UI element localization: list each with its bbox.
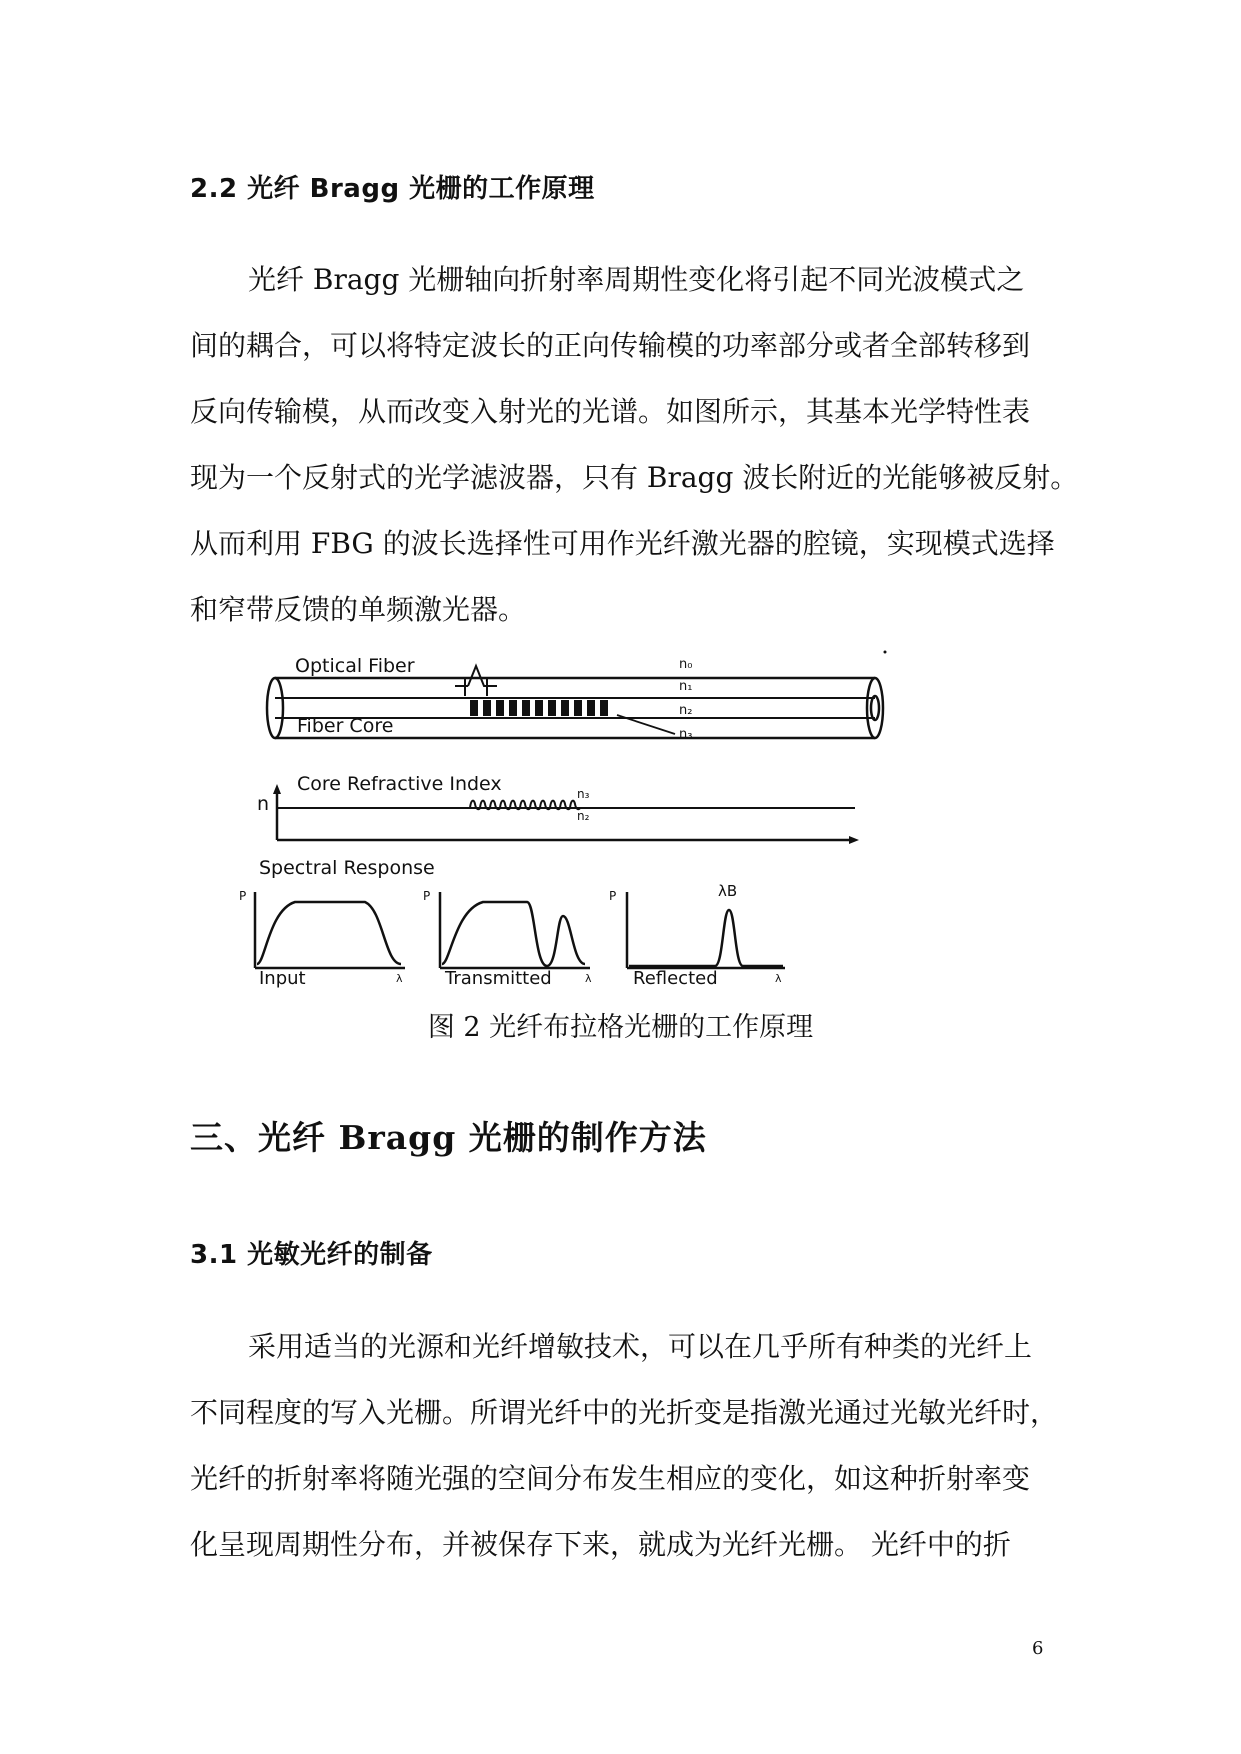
section-3-1-paragraph <box>190 1314 1070 1578</box>
transmitted-p-label: P <box>423 889 431 903</box>
paragraph-line: 光纤 Bragg 光栅轴向折射率周期性变化将引起不同光波模式之 <box>248 263 1025 296</box>
paragraph-line: 和窄带反馈的单频激光器。 <box>190 593 527 626</box>
paragraph-line: 反向传输模，从而改变入射光的光谱。如图所示，其基本光学特性表 <box>190 395 1031 428</box>
lambda-b-label: λB <box>718 882 738 900</box>
transmitted-label: Transmitted <box>445 968 552 989</box>
position-axis-arrow <box>849 836 859 844</box>
index-n3-label: n₃ <box>577 787 590 801</box>
paragraph-line: 化呈现周期性分布，并被保存下来，就成为光纤光栅。 光纤中的折 <box>190 1528 1011 1561</box>
reflected-spectrum <box>629 910 783 966</box>
core-refractive-index-plot <box>257 773 859 844</box>
fiber-core-label: Fiber Core <box>297 715 394 737</box>
index-n2-label: n₂ <box>577 809 590 823</box>
paragraph-line: 采用适当的光源和光纤增敏技术，可以在几乎所有种类的光纤上 <box>248 1330 1033 1363</box>
grating-block <box>561 700 569 716</box>
input-label: Input <box>259 968 306 989</box>
fiber-right-end <box>867 678 883 738</box>
grating-block <box>548 700 556 716</box>
grating-block <box>509 700 517 716</box>
n1-label: n₁ <box>679 679 693 694</box>
section-3-heading: 三、光纤 Bragg 光栅的制作方法 <box>190 1118 707 1157</box>
n-axis-label: n <box>257 793 270 815</box>
fiber-core-end <box>871 696 879 720</box>
n2-label: n₂ <box>679 703 693 718</box>
optical-fiber-diagram <box>267 651 887 743</box>
spectral-response-label: Spectral Response <box>259 857 435 879</box>
paragraph-line: 间的耦合，可以将特定波长的正向传输模的功率部分或者全部转移到 <box>190 329 1031 362</box>
n0-label: n₀ <box>679 657 693 672</box>
n3-label: n₃ <box>679 727 693 742</box>
section-3-1-heading: 3.1 光敏光纤的制备 <box>190 1240 433 1270</box>
paragraph-line: 不同程度的写入光栅。所谓光纤中的光折变是指激光通过光敏光纤时， <box>190 1396 1059 1429</box>
reflected-p-label: P <box>609 889 617 903</box>
grating-blocks <box>470 700 608 716</box>
reflected-lambda-label: λ <box>775 972 782 985</box>
paragraph-line: 光纤的折射率将随光强的空间分布发生相应的变化，如这种折射率变 <box>190 1462 1031 1495</box>
figure-caption: 图 2 光纤布拉格光栅的工作原理 <box>427 1012 814 1043</box>
input-lambda-label: λ <box>396 972 403 985</box>
n-axis-arrow <box>273 784 281 794</box>
input-spectrum <box>257 902 401 964</box>
grating-block <box>483 700 491 716</box>
grating-block <box>470 700 478 716</box>
spectral-response-plots <box>239 857 785 989</box>
section-2-2-paragraph <box>190 247 1079 643</box>
stray-dot <box>884 651 887 654</box>
optical-fiber-label: Optical Fiber <box>295 655 415 677</box>
grating-block <box>600 700 608 716</box>
paragraph-line: 现为一个反射式的光学滤波器，只有 Bragg 波长附近的光能够被反射。 <box>190 461 1079 494</box>
reflected-label: Reflected <box>633 968 718 989</box>
grating-period-marker <box>455 666 497 686</box>
input-p-label: P <box>239 889 247 903</box>
section-2-2-heading: 2.2 光纤 Bragg 光栅的工作原理 <box>190 174 595 204</box>
grating-block <box>535 700 543 716</box>
paragraph-line: 从而利用 FBG 的波长选择性可用作光纤激光器的腔镜，实现模式选择 <box>190 527 1055 560</box>
page-number: 6 <box>1032 1638 1044 1659</box>
core-index-label: Core Refractive Index <box>297 773 502 795</box>
transmitted-spectrum <box>442 902 585 966</box>
fiber-left-end <box>267 678 283 738</box>
grating-block <box>496 700 504 716</box>
grating-block <box>574 700 582 716</box>
grating-block <box>522 700 530 716</box>
grating-block <box>587 700 595 716</box>
fbg-principle-figure <box>239 648 905 989</box>
transmitted-lambda-label: λ <box>585 972 592 985</box>
